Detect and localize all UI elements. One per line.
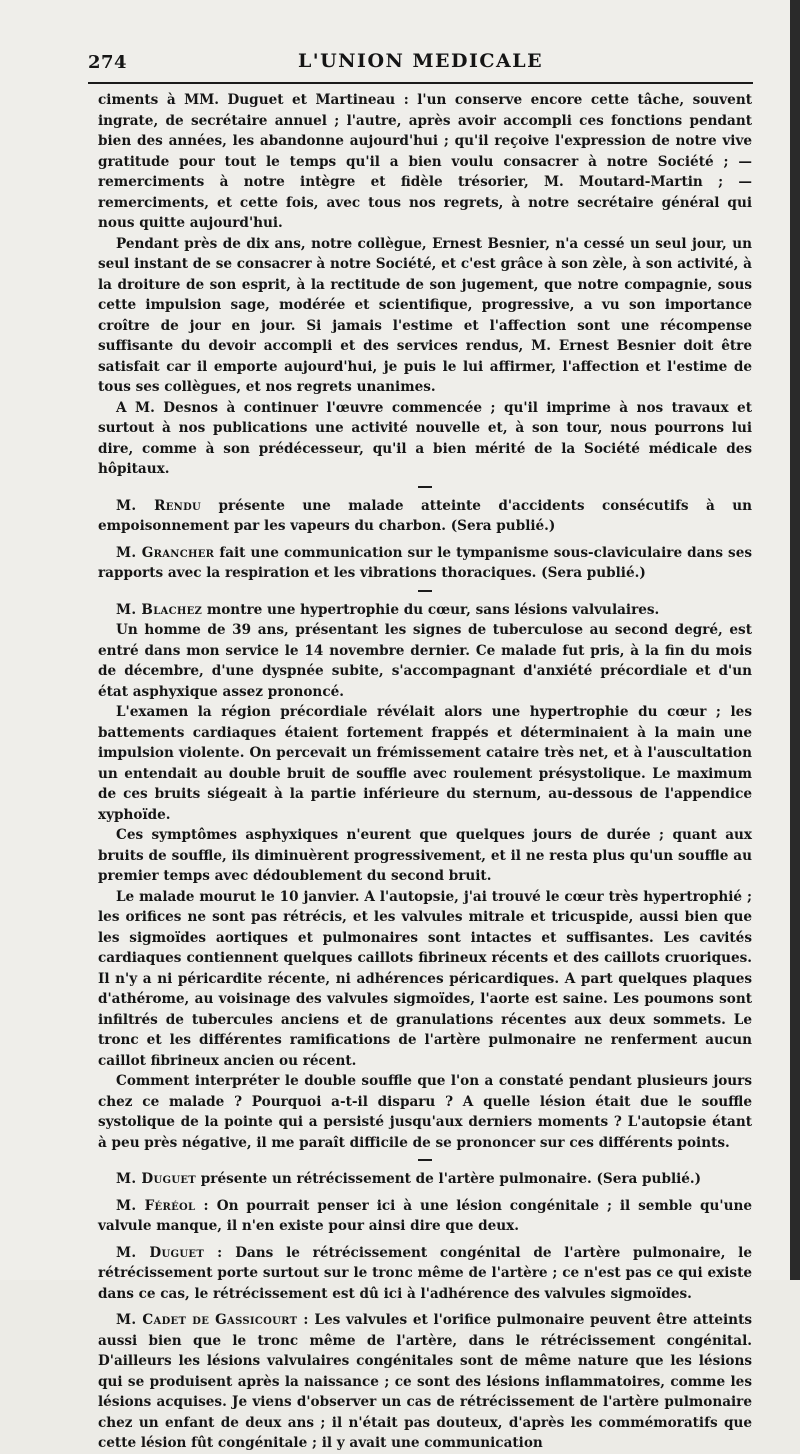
section-separator <box>418 1159 432 1161</box>
paragraph-text: Dans le rétrécissement congénital de l'artère pulmonaire, le rétrécissement porte surtout sur le tronc même de l'artère ; ce n'est pas ce qui existe dans ce cas, le rétrécissement est dû ici à l'adhérence des valvules sigmoïdes. <box>98 1244 752 1302</box>
speaker-name: M. Duguet <box>116 1171 197 1187</box>
section-separator <box>418 590 432 592</box>
paragraph <box>98 1169 752 1190</box>
paragraph: Ces symptômes asphyxiques n'eurent que quelques jours de durée ; quant aux bruits de souffle, ils diminuèrent progressivement, et il ne resta plus qu'un souffle au premier temps avec dédoublement du second bruit. <box>98 827 752 884</box>
paragraph <box>98 1196 752 1237</box>
page-header <box>88 44 753 78</box>
paragraph-text: Les valvules et l'orifice pulmonaire peuvent être atteints aussi bien que le tronc même de l'artère, dans le rétrécissement congénital. D'ailleurs les lésions valvulaires congénitales sont de même nature que les lésions qui se produisent après la naissance ; ce sont des lésions inflammatoires, comme les lésions acquises. Je viens d'observer un cas de rétrécissement de l'artère pulmonaire chez un enfant de deux ans ; il n'était pas douteux, d'après les commémoratifs que cette lésion fût congénitale ; il y avait une communication <box>98 1312 752 1451</box>
section-separator <box>418 486 432 488</box>
paragraph: L'examen la région précordiale révélait alors une hypertrophie du cœur ; les battements cardiaques étaient fortement frappés et déterminaient à la main une impulsion violente. On percevait un frémissement cataire très net, et à l'auscultation un entendait au double bruit de souffle avec roulement présystolique. Le maximum de ces bruits siégeait à la partie inférieure du sternum, au-dessous de l'appendice xyphoïde. <box>98 704 752 823</box>
paragraph-text: On pourrait penser ici à une lésion congénitale ; il semble qu'une valvule manque, il n'en existe pour ainsi dire que deux. <box>98 1197 752 1234</box>
speaker-name: M. Cadet de Gassicourt : <box>116 1312 309 1328</box>
paragraph: Le malade mourut le 10 janvier. A l'autopsie, j'ai trouvé le cœur très hypertrophié ; les orifices ne sont pas rétrécis, et les valvules mitrale et tricuspide, aussi bien que les sigmoïdes aortiques et pulmonaires sont intactes et suffisantes. Les cavités cardiaques contiennent quelques caillots fibrineux récents et des caillots cruoriques. Il n'y a ni péricardite récente, ni adhérences péricardiques. A part quelques plaques d'athérome, au voisinage des valvules sigmoïdes, l'aorte est saine. Les poumons sont infiltrés de tubercules anciens et de granulations récentes aux deux sommets. Le tronc et les différentes ramifications de l'artère pulmonaire ne renferment aucun caillot fibrineux ancien ou récent. <box>98 888 752 1069</box>
paragraph: A M. Desnos à continuer l'œuvre commencée ; qu'il imprime à nos travaux et surtout à nos publications une activité nouvelle et, à son tour, nous pourrons lui dire, comme à son prédécesseur, qu'il a bien mérité de la Société médicale des hôpitaux. <box>98 399 752 477</box>
paragraph <box>98 600 752 621</box>
page-number: 274 <box>88 52 128 73</box>
paragraph-text: présente un rétrécissement de l'artère pulmonaire. (Sera publié.) <box>200 1171 702 1187</box>
paragraph <box>98 543 752 584</box>
paragraph: Un homme de 39 ans, présentant les signes de tuberculose au second degré, est entré dans mon service le 14 novembre dernier. Ce malade fut pris, à la fin du mois de décembre, d'une dyspnée subite, s'accompagnant d'anxiété précordiale et d'un état asphyxique assez prononcé. <box>98 622 752 700</box>
paragraph <box>98 1310 752 1454</box>
paragraph: Comment interpréter le double souffle que l'on a constaté pendant plusieurs jours chez ce malade ? Pourquoi a-t-il disparu ? A quelle lésion était due le souffle systolique de la pointe qui a persisté jusqu'aux derniers moments ? L'autopsie étant à peu près négative, il me paraît difficile de se prononcer sur ces différents points. <box>98 1073 752 1151</box>
paragraph: Pendant près de dix ans, notre collègue, Ernest Besnier, n'a cessé un seul jour, un seul instant de se consacrer à notre Société, et c'est grâce à son zèle, à son activité, à la droiture de son esprit, à la rectitude de son jugement, que notre compagnie, sous cette impulsion sage, modérée et scientifique, progressive, a vu son importance croître de jour en jour. Si jamais l'estime et l'affection sont une récompense suffisante du devoir accompli et des services rendus, M. Ernest Besnier doit être satisfait car il emporte aujourd'hui, je puis le lui affirmer, l'affection et l'estime de tous ses collègues, et nos regrets unanimes. <box>98 235 752 395</box>
paragraph <box>98 1243 752 1305</box>
paragraph-text: présente une malade atteinte d'accidents consécutifs à un empoisonnement par les vapeurs du charbon. (Sera publié.) <box>98 497 752 534</box>
running-title: L'UNION MEDICALE <box>297 50 544 72</box>
page-body <box>98 90 752 1454</box>
paragraph <box>98 496 752 537</box>
paragraph-text: montre une hypertrophie du cœur, sans lésions valvulaires. <box>206 601 660 618</box>
speaker-name: M. Blachez <box>116 601 203 618</box>
speaker-name: M. Duguet : <box>116 1244 223 1261</box>
header-rule <box>88 82 753 84</box>
paragraph-text: fait une communication sur le tympanisme sous-claviculaire dans ses rapports avec la respiration et les vibrations thoraciques. (Sera publié.) <box>98 544 752 581</box>
speaker-name: M. Grancher <box>116 544 215 561</box>
speaker-name: M. Rendu <box>116 497 202 514</box>
speaker-name: M. Féréol : <box>116 1197 209 1214</box>
paragraph: ciments à MM. Duguet et Martineau : l'un conserve encore cette tâche, souvent ingrate, de secrétaire annuel ; l'autre, après avoir accompli ces fonctions pendant bien des années, les abandonne aujourd'hui ; qu'il reçoive l'expression de notre vive gratitude pour tout le temps qu'il a bien voulu consacrer à notre Société ; — remerciments à notre intègre et fidèle trésorier, M. Moutard-Martin ; — remerciments, et cette fois, avec tous nos regrets, à notre secrétaire général qui nous quitte aujourd'hui. <box>98 92 752 231</box>
